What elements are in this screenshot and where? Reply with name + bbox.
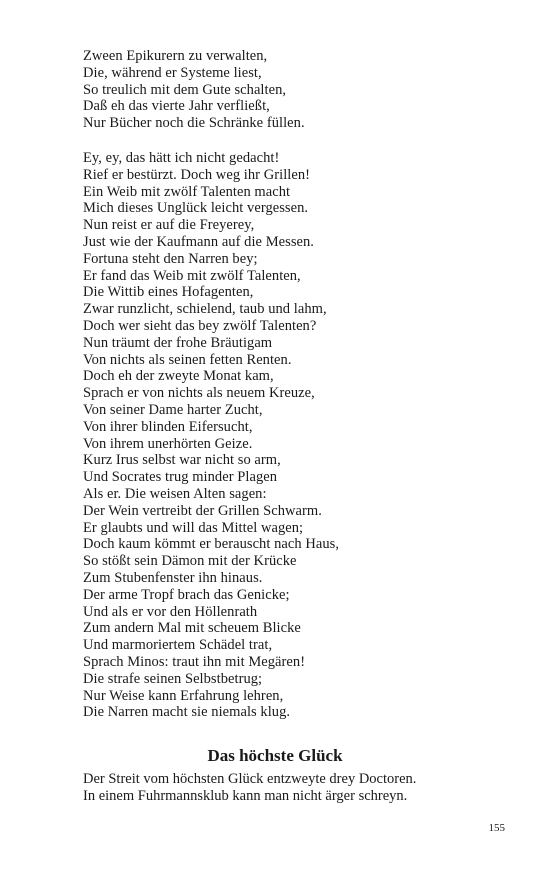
verse-line: Die Wittib eines Hofagenten,: [83, 284, 254, 301]
verse-line: Rief er bestürzt. Doch weg ihr Grillen!: [83, 166, 311, 183]
verse-line: Von ihrem unerhörten Geize.: [83, 435, 253, 452]
verse-line: Sprach Minos: traut ihn mit Megären!: [83, 653, 306, 670]
poem-stanza-2: [83, 150, 339, 721]
verse-line: Der Wein vertreibt der Grillen Schwarm.: [83, 502, 322, 519]
poem-stanza-1: [83, 48, 305, 132]
verse-line: Ey, ey, das hätt ich nicht gedacht!: [83, 150, 280, 166]
verse-line: Mich dieses Unglück leicht vergessen.: [83, 200, 309, 217]
verse-line: Von nichts als seinen fetten Renten.: [83, 351, 292, 368]
verse-line: Doch wer sieht das bey zwölf Talenten?: [83, 317, 317, 334]
verse-line: Fortuna steht den Narren bey;: [83, 250, 258, 267]
verse-line: Daß eh das vierte Jahr verfließt,: [83, 98, 270, 115]
verse-line: Die strafe seinen Selbstbetrug;: [83, 670, 263, 687]
verse-line: Und als er vor den Höllenrath: [83, 603, 258, 620]
verse-line: Zum Stubenfenster ihn hinaus.: [83, 569, 263, 586]
verse-line: So stößt sein Dämon mit der Krücke: [83, 553, 297, 570]
verse-line: Nun reist er auf die Freyerey,: [83, 217, 255, 234]
verse-line: Er glaubts und will das Mittel wagen;: [83, 519, 304, 536]
verse-line: Als er. Die weisen Alten sagen:: [83, 485, 267, 502]
verse-line: Von ihrer blinden Eifersucht,: [83, 418, 253, 435]
verse-line: So treulich mit dem Gute schalten,: [83, 81, 287, 98]
verse-line: Die Narren macht sie niemals klug.: [83, 704, 291, 721]
verse-line: Kurz Irus selbst war nicht so arm,: [83, 452, 281, 469]
verse-line: Doch kaum kömmt er berauscht nach Haus,: [83, 536, 340, 553]
verse-line: Er fand das Weib mit zwölf Talenten,: [83, 267, 301, 284]
verse-line: Nur Weise kann Erfahrung lehren,: [83, 687, 284, 704]
verse-line: In einem Fuhrmannsklub kann man nicht ärger schreyn.: [83, 787, 408, 804]
verse-line: Ein Weib mit zwölf Talenten macht: [83, 183, 291, 200]
verse-line: Der arme Tropf brach das Genicke;: [83, 586, 290, 603]
verse-line: Just wie der Kaufmann auf die Messen.: [83, 233, 314, 250]
verse-line: Und Socrates trug minder Plagen: [83, 469, 278, 486]
verse-line: Sprach er von nichts als neuem Kreuze,: [83, 385, 315, 402]
verse-line: Zween Epikurern zu verwalten,: [83, 48, 268, 64]
verse-line: Zwar runzlicht, schielend, taub und lahm,: [83, 301, 327, 318]
verse-line: Nun träumt der frohe Bräutigam: [83, 334, 273, 351]
page-number: 155: [488, 822, 505, 834]
verse-line: Der Streit vom höchsten Glück entzweyte drey Doctoren.: [83, 771, 417, 787]
verse-line: Von seiner Dame harter Zucht,: [83, 401, 263, 418]
poem-opening-lines: [83, 771, 416, 805]
verse-line: Zum andern Mal mit scheuem Blicke: [83, 620, 301, 637]
verse-line: Nur Bücher noch die Schränke füllen.: [83, 115, 305, 132]
verse-line: Die, während er Systeme liest,: [83, 64, 262, 81]
verse-line: Und marmoriertem Schädel trat,: [83, 637, 273, 654]
verse-line: Doch eh der zweyte Monat kam,: [83, 368, 274, 385]
poem-title: Das höchste Glück: [207, 746, 343, 765]
